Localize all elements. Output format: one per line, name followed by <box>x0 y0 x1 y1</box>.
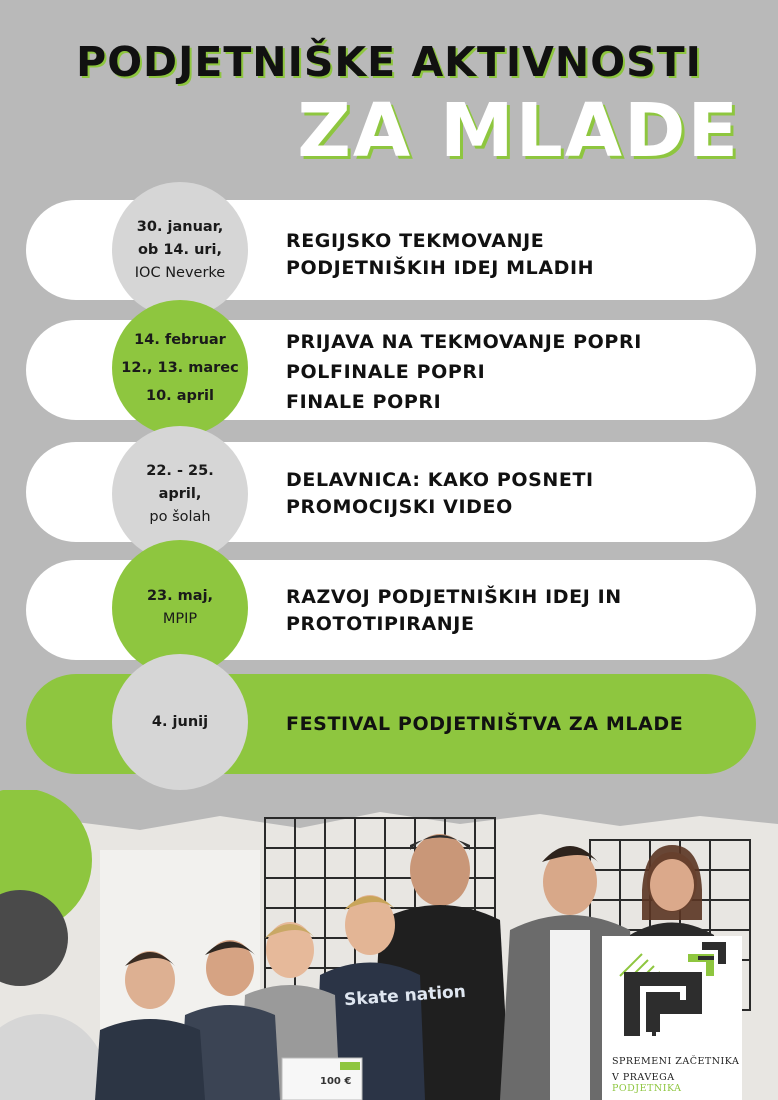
event-date-circle-5 <box>112 654 248 790</box>
event-title-5 <box>286 711 683 738</box>
event-date-circle-2 <box>112 300 248 436</box>
event-date: 14. februar <box>134 332 226 348</box>
event-title-2 <box>286 327 642 417</box>
event-title-line: FINALE POPRI <box>286 391 442 413</box>
event-title-1 <box>286 228 594 282</box>
page-title-line1: PODJETNIŠKE AKTIVNOSTI <box>76 38 702 86</box>
event-title-line: DELAVNICA: KAKO POSNETI <box>286 469 594 491</box>
event-title-4 <box>286 584 622 638</box>
event-date: 23. maj, <box>146 588 214 604</box>
event-date-circle-1 <box>112 182 248 318</box>
event-title-line: PRIJAVA NA TEKMOVANJE POPRI <box>286 331 642 353</box>
cheque-amount: 100 € <box>320 1076 352 1087</box>
logo-tagline-part: V PRAVEGA <box>612 1072 675 1083</box>
shirt-print: Skate nation <box>343 981 467 1011</box>
page-title-line2: ZA MLADE <box>297 88 740 174</box>
event-date: 4. junij <box>151 713 209 730</box>
event-place: IOC Neverke <box>134 264 226 281</box>
logo-tagline-line2 <box>612 1072 742 1094</box>
event-title-3 <box>286 467 594 521</box>
event-date: 22. - 25. <box>146 462 214 479</box>
logo-box <box>602 936 742 1100</box>
logo-mark-icon <box>602 936 742 1046</box>
event-place: MPIP <box>162 611 198 627</box>
event-title-line: PROTOTIPIRANJE <box>286 613 475 635</box>
event-title-line: PROMOCIJSKI VIDEO <box>286 496 513 518</box>
event-title-line: PODJETNIŠKIH IDEJ MLADIH <box>286 257 595 279</box>
logo-tagline-line1: SPREMENI ZAČETNIKA <box>612 1056 740 1067</box>
event-title-line: REGIJSKO TEKMOVANJE <box>286 230 545 252</box>
logo-tagline-accent: PODJETNIKA <box>612 1083 682 1094</box>
event-date: april, <box>158 485 202 502</box>
event-date: 12., 13. marec <box>121 360 239 376</box>
event-date: 30. januar, <box>136 218 224 235</box>
event-time: ob 14. uri, <box>137 241 223 258</box>
event-title-line: FESTIVAL PODJETNIŠTVA ZA MLADE <box>286 713 684 735</box>
event-date: 10. april <box>146 388 214 404</box>
event-title-line: POLFINALE POPRI <box>286 361 486 383</box>
event-title-line: RAZVOJ PODJETNIŠKIH IDEJ IN <box>286 586 622 608</box>
event-place: po šolah <box>149 508 211 525</box>
